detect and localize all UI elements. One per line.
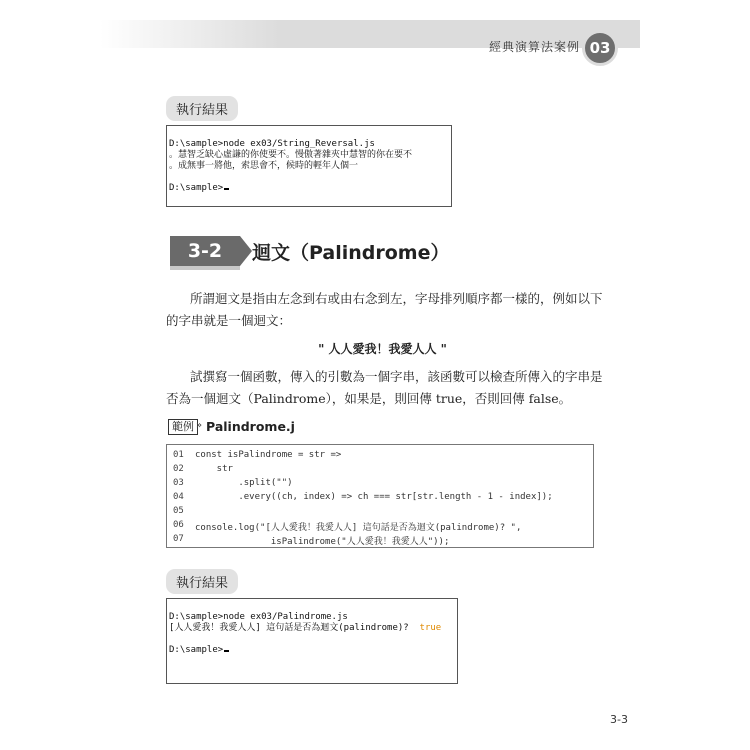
- section-number: 3-2: [187, 240, 223, 262]
- code-text: .every((ch, index) => ch === str[str.length - 1 - index]);: [195, 492, 553, 502]
- console-line: 。慧智乏缺心虛謙的你使要不。慢傲著雜夾中慧智的你在要不: [169, 150, 413, 160]
- console-prompt-line: [169, 645, 455, 656]
- section-number-shadow: [170, 266, 240, 270]
- example-filename: Palindrome.j: [206, 419, 295, 434]
- console-text: [人人愛我！我愛人人] 這句話是否為迴文(palindrome)?: [169, 623, 409, 633]
- chapter-badge: 03: [582, 30, 618, 66]
- example-tag: 範例: [168, 419, 198, 435]
- console-line: [169, 623, 455, 634]
- cursor-icon: [224, 650, 229, 652]
- console-line: [169, 634, 455, 645]
- cursor-icon: [224, 188, 229, 190]
- intro-line-1: 所謂迴文是指由左念到右或由右念到左，字母排列順序都一樣的，例如以下: [190, 291, 603, 306]
- code-text: isPalindrome("人人愛我！我愛人人"));: [195, 537, 450, 547]
- chevron-right-icon: »: [196, 420, 203, 431]
- code-text: console.log("[人人愛我！我愛人人] 這句話是否為迴文(palindrome)? ",: [195, 523, 522, 533]
- line-number: 01: [173, 450, 184, 460]
- intro-line-2: 的字串就是一個迴文：: [166, 313, 292, 328]
- line-number: 05: [173, 506, 184, 516]
- console-line: D:\sample>node ex03/Palindrome.js: [169, 612, 348, 622]
- console-line: [169, 172, 449, 183]
- console-output-1: [166, 125, 452, 207]
- code-text: str: [195, 464, 233, 474]
- header-title: 經典演算法案例: [488, 40, 580, 54]
- result-value: true: [419, 623, 442, 633]
- code-text: .split(""): [195, 478, 293, 488]
- result-label-2: 執行結果: [166, 569, 238, 594]
- console-prompt-line: [169, 183, 449, 194]
- page-number: 3-3: [610, 713, 628, 726]
- section-arrow-icon: [240, 236, 252, 266]
- line-number: 04: [173, 492, 184, 502]
- code-text: const isPalindrome = str =>: [195, 450, 342, 460]
- intro-line-3: 試撰寫一個函數，傳入的引數為一個字串，該函數可以檢查所傳入的字串是: [190, 369, 603, 384]
- result-label-1: 執行結果: [166, 96, 238, 121]
- section-title: 迴文（Palindrome）: [252, 242, 450, 264]
- intro-line-4: 否為一個迴文（Palindrome），如果是，則回傳 true，否則回傳 false。: [166, 391, 572, 406]
- line-number: 02: [173, 464, 184, 474]
- console-line: D:\sample>node ex03/String_Reversal.js: [169, 139, 375, 149]
- palindrome-quote: " 人人愛我！我愛人人 ": [318, 342, 447, 356]
- console-prompt: D:\sample>: [169, 183, 224, 193]
- console-line: 。成無事一將他，索思會不，候時的輕年人個一: [169, 161, 359, 171]
- line-number: 03: [173, 478, 184, 488]
- line-number: 07: [173, 534, 184, 544]
- console-output-2: [166, 598, 458, 684]
- code-block: [166, 444, 594, 548]
- console-prompt: D:\sample>: [169, 645, 224, 655]
- line-number: 06: [173, 520, 184, 530]
